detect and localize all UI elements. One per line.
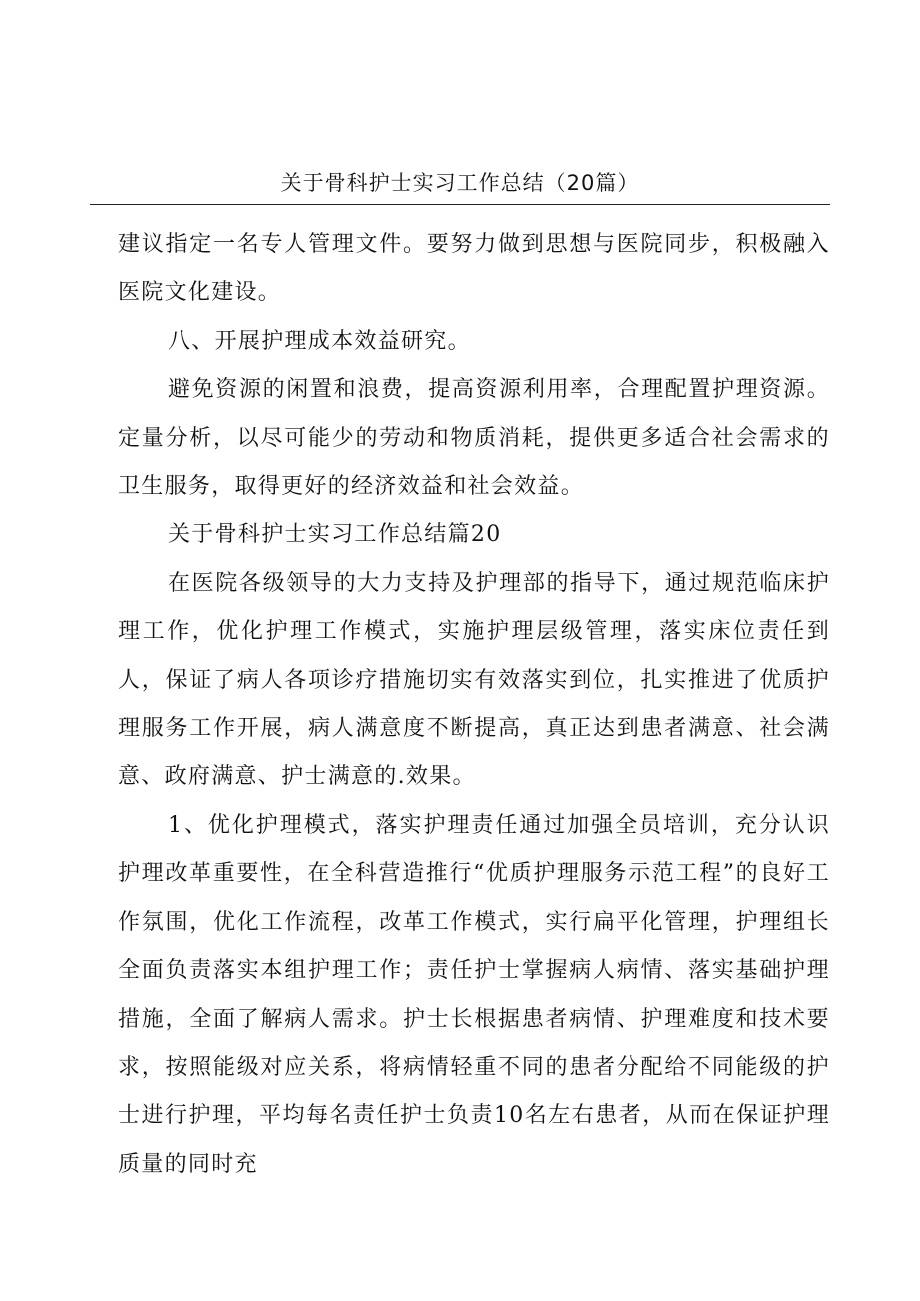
paragraph: 建议指定一名专人管理文件。要努力做到思想与医院同步，积极融入医院文化建设。	[118, 232, 830, 306]
paragraph: 1、优化护理模式，落实护理责任通过加强全员培训，充分认识护理改革重要性，在全科营造推行“优质护理服务示范工程”的良好工作氛围，优化工作流程，改革工作模式，实行扁平化管理，护理组长全面负责落实本组护理工作；责任护士掌握病人病情、落实基础护理措施，全面了解病人需求。护士长根据患者病情、护理难度和技术要求，按照能级对应关系，将病情轻重不同的患者分配给不同能级的护士进行护理，平均每名责任护士负责10名左右患者，从而在保证护理质量的同时充	[118, 812, 830, 1177]
document-body	[118, 221, 830, 1189]
header-divider	[90, 204, 830, 205]
page-header	[90, 168, 830, 198]
section-heading: 关于骨科护士实习工作总结篇20	[168, 522, 502, 548]
paragraph: 避免资源的闲置和浪费，提高资源利用率，合理配置护理资源。定量分析，以尽可能少的劳动和物质消耗，提供更多适合社会需求的卫生服务，取得更好的经济效益和社会效益。	[118, 377, 830, 500]
paragraph: 在医院各级领导的大力支持及护理部的指导下，通过规范临床护理工作，优化护理工作模式，实施护理层级管理，落实床位责任到人，保证了病人各项诊疗措施切实有效落实到位，扎实推进了优质护理服务工作开展，病人满意度不断提高，真正达到患者满意、社会满意、政府满意、护士满意的.效果。	[118, 570, 830, 790]
section-heading: 八、开展护理成本效益研究。	[168, 328, 471, 354]
document-title: 关于骨科护士实习工作总结（20篇）	[280, 171, 640, 195]
